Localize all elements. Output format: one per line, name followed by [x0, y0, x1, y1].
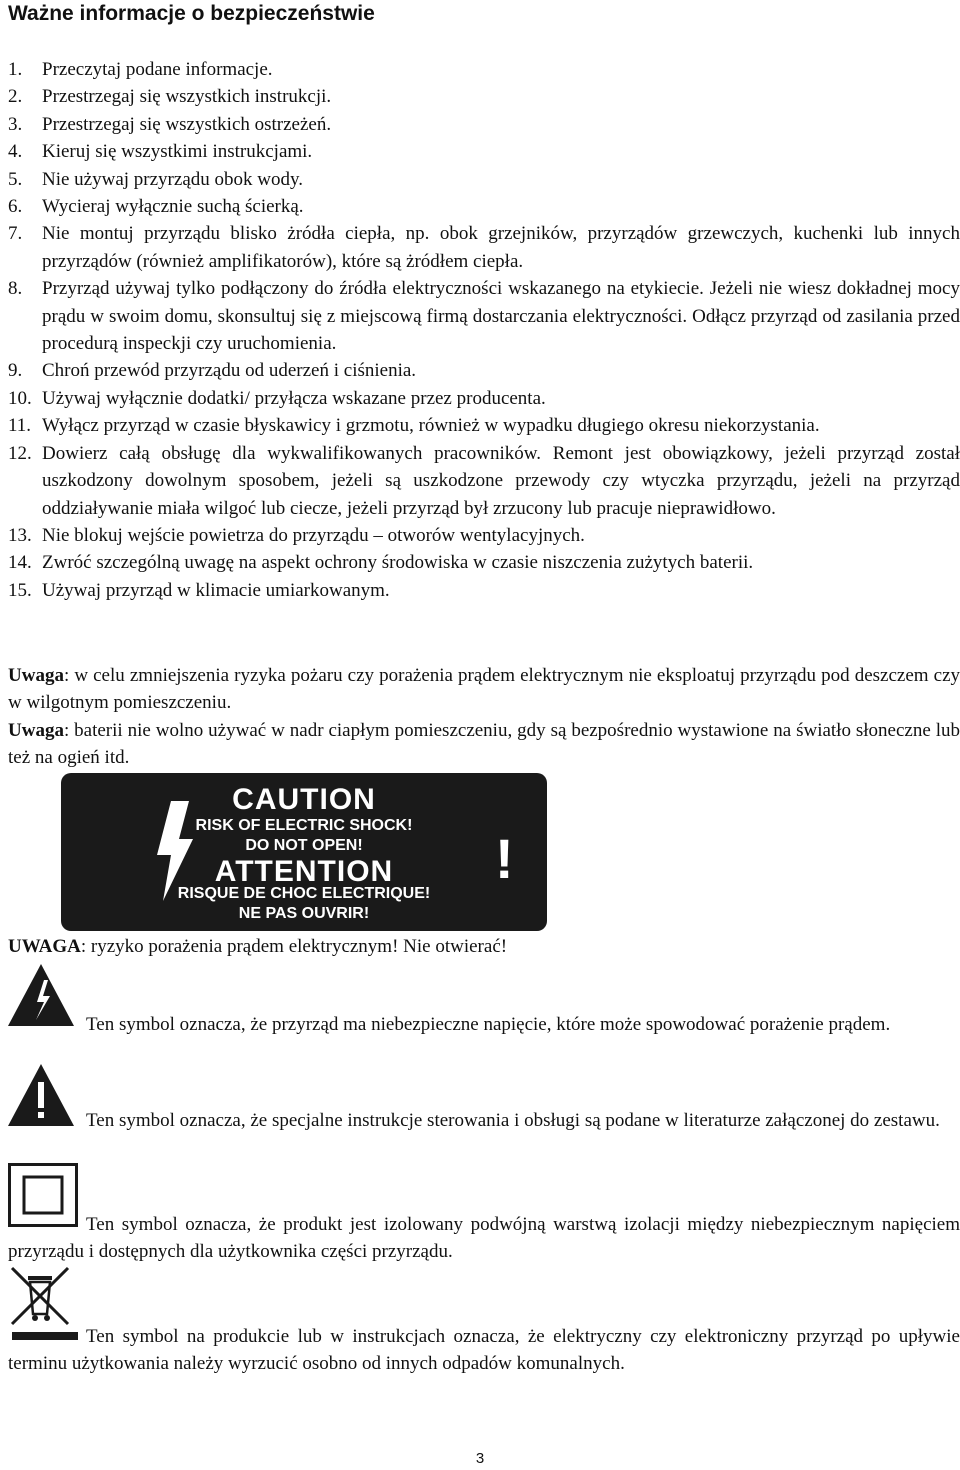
- list-item: 11. Wyłącz przyrząd w czasie błyskawicy i grzmotu, również w wypadku długiego okresu niekorzystania.: [8, 415, 820, 437]
- note-label: Uwaga: [8, 665, 64, 686]
- list-item: 13. Nie blokuj wejście powietrza do przyrządu – otworów wentylacyjnych.: [8, 524, 585, 546]
- list-item: 15. Używaj przyrząd w klimacie umiarkowanym.: [8, 579, 390, 601]
- list-item: 9. Chroń przewód przyrządu od uderzeń i ciśnienia.: [8, 360, 417, 382]
- list-item: 5. Nie używaj przyrządu obok wody.: [8, 168, 303, 190]
- list-item: 7. Nie montuj przyrządu blisko żródła ciepła, np. obok grzejników, przyrządów grzewczych, kuchenki lub innych przyrządów (również amplifikatorów), które są żródłem ciepła.: [8, 223, 960, 272]
- caution-line: ATTENTION: [214, 855, 394, 888]
- symbol-description: Ten symbol oznacza, że specjalne instrukcje sterowania i obsługi są podane w literaturze załączonej do zestawu.: [86, 1110, 940, 1131]
- shock-warning: UWAGA: ryzyko porażenia prądem elektrycznym! Nie otwierać!: [8, 936, 508, 957]
- caution-line: RISQUE DE CHOC ELECTRIQUE!: [177, 885, 431, 902]
- symbol-description: Ten symbol oznacza, że przyrząd ma niebezpieczne napięcie, które może spowodować porażenie prądem.: [86, 1014, 891, 1035]
- list-item: 8. Przyrząd używaj tylko podłączony do źródła elektryczności wskazanego na etykiecie. Jeżeli nie wiesz dokładnej mocy prądu w swoim domu, skonsultuj się z miejscową firmą dostarczania elektryczności. Odłącz przyrząd od zasilania przed procedurą inspeckji czy uruchomienia.: [8, 278, 960, 355]
- caution-line: DO NOT OPEN!: [245, 837, 363, 854]
- list-item: 4. Kieruj się wszystkimi instrukcjami.: [8, 141, 313, 163]
- page-number: 3: [475, 1450, 485, 1467]
- caution-line: RISK OF ELECTRIC SHOCK!: [195, 817, 413, 834]
- exclamation-mark-icon: !: [495, 827, 514, 890]
- note-label: Uwaga: [8, 719, 64, 741]
- safety-instructions-list: [8, 56, 960, 604]
- list-item: 12. Dowierz całą obsługę dla wykwalifikowanych pracowników. Remont jest obowiązkowy, jeżeli przyrząd został uszkodzony dowolnym sposobem, jeżeli są uszkodzone przewody czy wtyczka przyrządu, jeżeli na przyrząd oddziaływanie miała wilgoć lub ciecze, jeżeli przyrząd był zrzucony lub pracuje nieprawidłowo.: [8, 442, 960, 519]
- list-item: 14. Zwróć szczególną uwagę na aspekt ochrony środowiska w czasie niszczenia zużytych baterii.: [8, 552, 754, 574]
- list-item: 3. Przestrzegaj się wszystkich ostrzeżeń.: [8, 113, 332, 135]
- list-item: 2. Przestrzegaj się wszystkich instrukcji.: [8, 86, 332, 108]
- symbol-description: Ten symbol oznacza, że produkt jest izolowany podwójną warstwą izolacji między niebezpiecznym napięciem przyrządu i dostępnych dla użytkownika części przyrządu.: [8, 1214, 960, 1263]
- page-title: Ważne informacje o bezpieczeństwie: [8, 2, 375, 25]
- note-paragraph: Uwaga: w celu zmniejszenia ryzyka pożaru czy porażenia prądem elektrycznym nie eksploatuj przyrządu pod deszczem czy w wilgotnym pomieszczeniu.: [8, 665, 960, 714]
- symbol-description: Ten symbol na produkcie lub w instrukcjach oznacza, że elektryczny czy elektroniczny przyrząd po upływie terminu użytkowania należy wyrzucić osobno od innych odpadów komunalnych.: [8, 1326, 960, 1375]
- caution-label-image: [61, 773, 547, 931]
- caution-line: NE PAS OUVRIR!: [238, 905, 370, 922]
- list-item: 10. Używaj wyłącznie dodatki/ przyłącza wskazane przez producenta.: [8, 387, 546, 409]
- warning-notes: [8, 662, 960, 772]
- warning-label: UWAGA: [8, 936, 81, 957]
- list-item: 1. Przeczytaj podane informacje.: [8, 59, 273, 80]
- note-paragraph: Uwaga: baterii nie wolno używać w nadr ciapłym pomieszczeniu, gdy są bezpośrednio wystawione na światło słoneczne lub też na ogień itd.: [8, 719, 960, 769]
- caution-line: CAUTION: [232, 783, 376, 816]
- list-item: 6. Wycieraj wyłącznie suchą ścierką.: [8, 196, 304, 218]
